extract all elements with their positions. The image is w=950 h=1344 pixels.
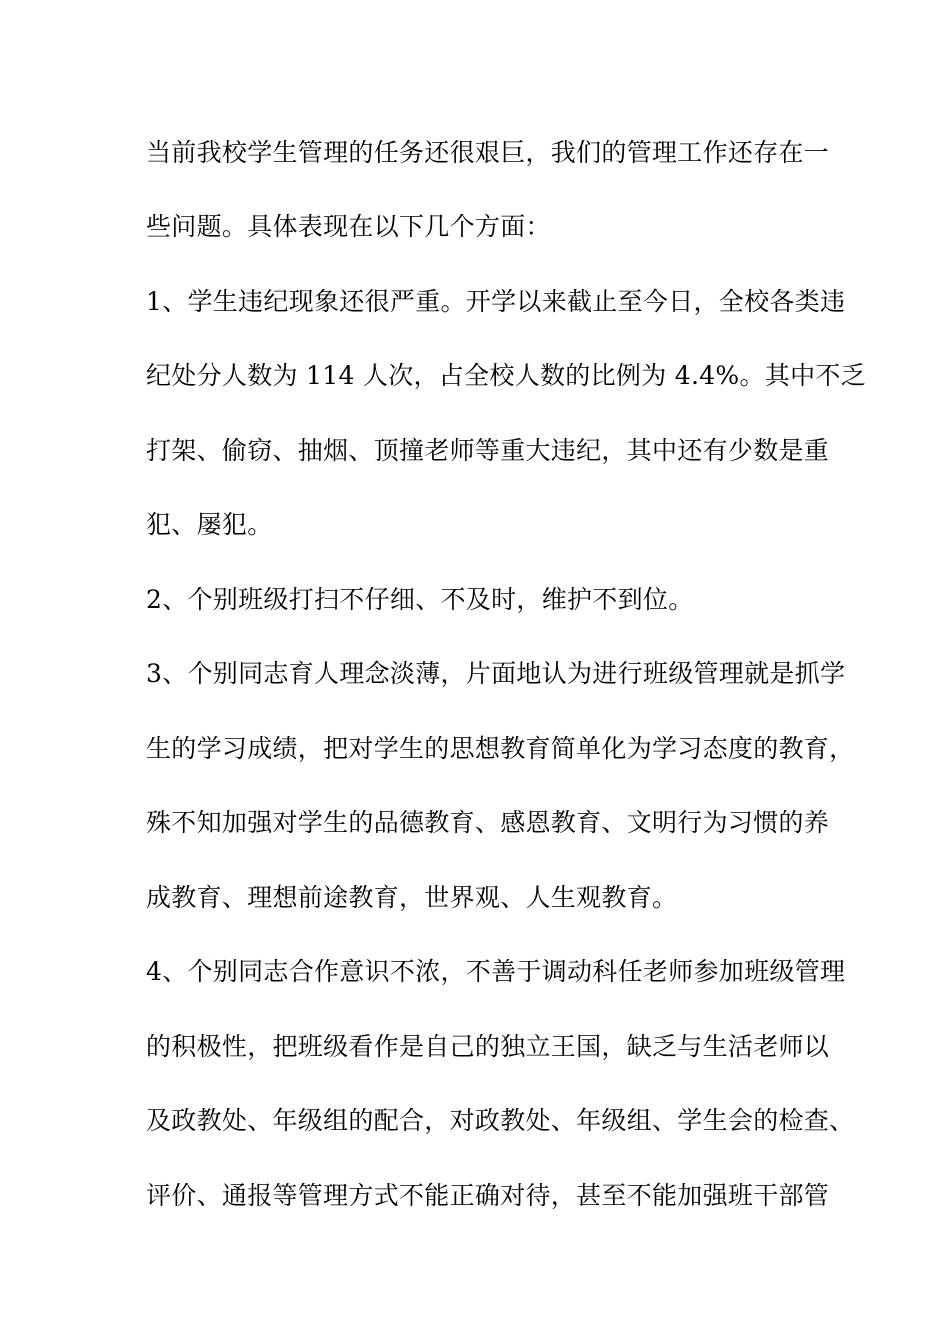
text-line: 及政教处、年级组的配合，对政教处、年级组、学生会的检查、 <box>146 1106 855 1135</box>
text-line: 生的学习成绩，把对学生的思想教育简单化为学习态度的教育， <box>146 734 855 763</box>
text-line: 评价、通报等管理方式不能正确对待，甚至不能加强班干部管 <box>146 1181 830 1210</box>
text-line: 殊不知加强对学生的品德教育、感恩教育、文明行为习惯的养 <box>146 808 830 837</box>
text-line: 1、学生违纪现象还很严重。开学以来截止至今日，全校各类违 <box>146 287 846 316</box>
text-line: 的积极性，把班级看作是自己的独立王国，缺乏与生活老师以 <box>146 1032 830 1061</box>
text-line: 4、个别同志合作意识不浓，不善于调动科任老师参加班级管理 <box>146 957 846 986</box>
text-line: 3、个别同志育人理念淡薄，片面地认为进行班级管理就是抓学 <box>146 659 846 688</box>
text-line: 些问题。具体表现在以下几个方面： <box>146 212 551 241</box>
text-line: 犯、屡犯。 <box>146 510 273 539</box>
text-line: 纪处分人数为 114 人次，占全校人数的比例为 4.4%。其中不乏 <box>146 361 866 390</box>
text-line: 2、个别班级打扫不仔细、不及时，维护不到位。 <box>146 585 694 614</box>
text-line: 打架、偷窃、抽烟、顶撞老师等重大违纪，其中还有少数是重 <box>146 436 830 465</box>
text-line: 当前我校学生管理的任务还很艰巨，我们的管理工作还存在一 <box>146 138 830 167</box>
text-line: 成教育、理想前途教育，世界观、人生观教育。 <box>146 883 678 912</box>
